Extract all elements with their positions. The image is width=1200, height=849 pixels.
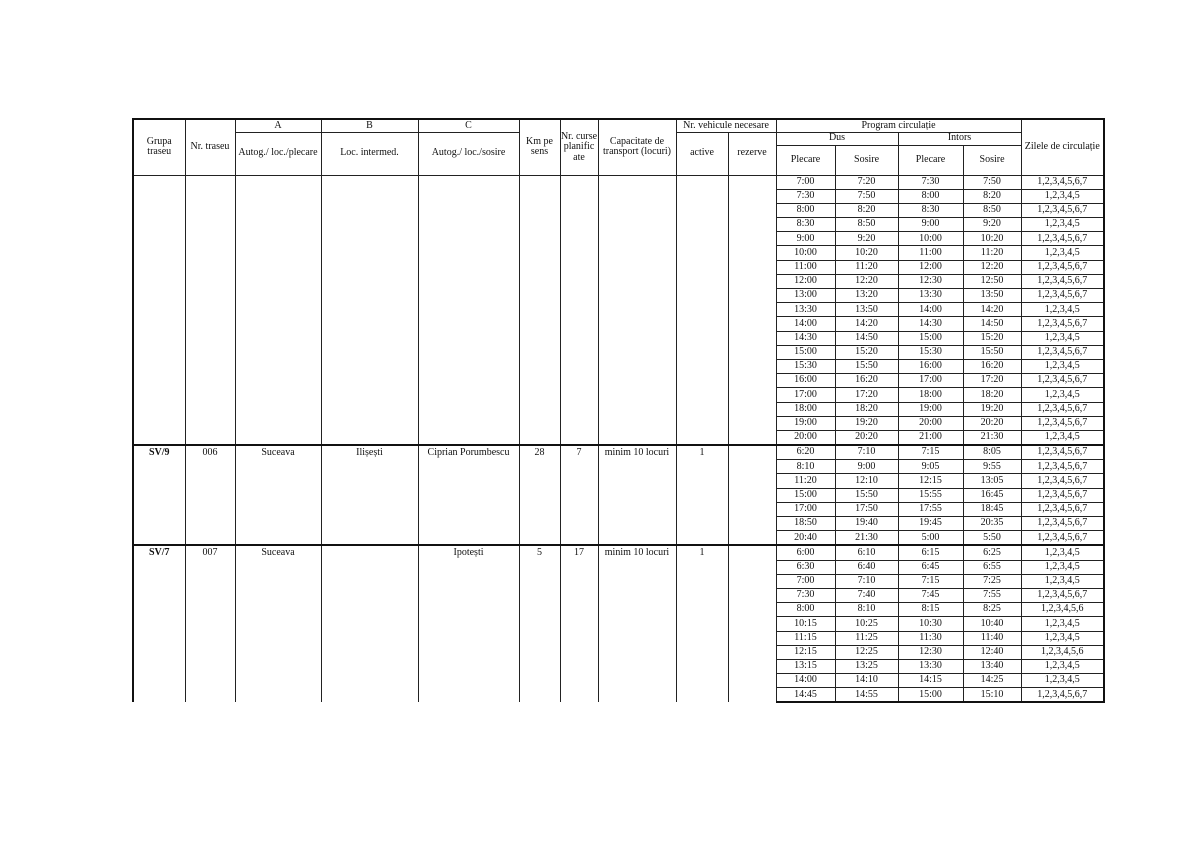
intors-plecare-cell: 17:55 <box>898 502 963 516</box>
dus-plecare-cell: 18:00 <box>776 402 835 416</box>
dus-sosire-cell: 14:50 <box>835 331 898 345</box>
dus-sosire-cell: 13:20 <box>835 289 898 303</box>
zilele-cell: 1,2,3,4,5 <box>1021 659 1104 673</box>
dus-sosire-cell: 12:25 <box>835 645 898 659</box>
intors-sosire-cell: 10:20 <box>963 232 1021 246</box>
zilele-cell: 1,2,3,4,5,6,7 <box>1021 416 1104 430</box>
header-dus: Dus <box>776 132 898 145</box>
zilele-cell: 1,2,3,4,5,6,7 <box>1021 274 1104 288</box>
dus-plecare-cell: 15:00 <box>776 488 835 502</box>
dus-plecare-cell: 17:00 <box>776 388 835 402</box>
dus-plecare-cell: 7:30 <box>776 189 835 203</box>
zilele-cell: 1,2,3,4,5 <box>1021 430 1104 445</box>
dus-plecare-cell: 17:00 <box>776 502 835 516</box>
intors-plecare-cell: 13:30 <box>898 289 963 303</box>
intermediate-station-cell <box>321 175 418 445</box>
intors-sosire-cell: 16:45 <box>963 488 1021 502</box>
table-header <box>133 119 1104 175</box>
zilele-cell: 1,2,3,4,5,6,7 <box>1021 203 1104 217</box>
zilele-cell: 1,2,3,4,5 <box>1021 674 1104 688</box>
header-autog-plecare: Autog./ loc./plecare <box>235 132 321 175</box>
zilele-cell: 1,2,3,4,5,6,7 <box>1021 232 1104 246</box>
intermediate-station-cell: Ilișești <box>321 445 418 545</box>
km-cell: 5 <box>519 545 560 702</box>
dus-sosire-cell: 20:20 <box>835 430 898 445</box>
trips-count-cell: 7 <box>560 445 598 545</box>
table-row <box>133 445 1104 460</box>
zilele-cell: 1,2,3,4,5,6,7 <box>1021 260 1104 274</box>
intors-sosire-cell: 6:55 <box>963 560 1021 574</box>
dus-sosire-cell: 14:10 <box>835 674 898 688</box>
reserve-vehicles-cell <box>728 545 776 702</box>
intors-sosire-cell: 12:20 <box>963 260 1021 274</box>
header-dus-sosire: Sosire <box>835 145 898 175</box>
intors-plecare-cell: 18:00 <box>898 388 963 402</box>
capacity-cell <box>598 175 676 445</box>
intors-plecare-cell: 14:00 <box>898 303 963 317</box>
zilele-cell: 1,2,3,4,5,6,7 <box>1021 317 1104 331</box>
intors-sosire-cell: 14:20 <box>963 303 1021 317</box>
active-vehicles-cell: 1 <box>676 545 728 702</box>
intors-sosire-cell: 7:55 <box>963 588 1021 602</box>
dus-sosire-cell: 8:50 <box>835 218 898 232</box>
departure-station-cell: Suceava <box>235 445 321 545</box>
intors-plecare-cell: 12:30 <box>898 274 963 288</box>
intors-sosire-cell: 17:20 <box>963 374 1021 388</box>
dus-sosire-cell: 12:20 <box>835 274 898 288</box>
dus-plecare-cell: 10:00 <box>776 246 835 260</box>
dus-plecare-cell: 13:30 <box>776 303 835 317</box>
header-col-b: B <box>321 119 418 132</box>
dus-sosire-cell: 14:20 <box>835 317 898 331</box>
intors-sosire-cell: 15:20 <box>963 331 1021 345</box>
intors-sosire-cell: 20:35 <box>963 517 1021 531</box>
dus-sosire-cell: 6:10 <box>835 545 898 560</box>
zilele-cell: 1,2,3,4,5 <box>1021 545 1104 560</box>
dus-plecare-cell: 10:15 <box>776 617 835 631</box>
intors-sosire-cell: 9:55 <box>963 460 1021 474</box>
zilele-cell: 1,2,3,4,5,6,7 <box>1021 488 1104 502</box>
header-km-pe-sens: Km pe sens <box>519 119 560 175</box>
dus-plecare-cell: 11:20 <box>776 474 835 488</box>
trips-count-cell <box>560 175 598 445</box>
intors-plecare-cell: 15:00 <box>898 688 963 703</box>
route-group-cell <box>133 175 185 445</box>
header-intors-plecare: Plecare <box>898 145 963 175</box>
intors-plecare-cell: 12:15 <box>898 474 963 488</box>
zilele-cell: 1,2,3,4,5,6,7 <box>1021 531 1104 546</box>
dus-plecare-cell: 11:00 <box>776 260 835 274</box>
dus-sosire-cell: 7:10 <box>835 445 898 460</box>
dus-sosire-cell: 11:25 <box>835 631 898 645</box>
zilele-cell: 1,2,3,4,5 <box>1021 617 1104 631</box>
intors-sosire-cell: 10:40 <box>963 617 1021 631</box>
dus-plecare-cell: 8:30 <box>776 218 835 232</box>
zilele-cell: 1,2,3,4,5 <box>1021 359 1104 373</box>
schedule-sheet <box>132 118 1103 703</box>
dus-plecare-cell: 13:00 <box>776 289 835 303</box>
intors-sosire-cell: 7:25 <box>963 574 1021 588</box>
zilele-cell: 1,2,3,4,5 <box>1021 246 1104 260</box>
intors-sosire-cell: 7:50 <box>963 175 1021 189</box>
zilele-cell: 1,2,3,4,5 <box>1021 189 1104 203</box>
intors-sosire-cell: 8:50 <box>963 203 1021 217</box>
header-rezerve: rezerve <box>728 132 776 175</box>
active-vehicles-cell <box>676 175 728 445</box>
zilele-cell: 1,2,3,4,5,6,7 <box>1021 460 1104 474</box>
dus-plecare-cell: 18:50 <box>776 517 835 531</box>
dus-plecare-cell: 6:20 <box>776 445 835 460</box>
intors-plecare-cell: 16:00 <box>898 359 963 373</box>
header-capacitate: Capacitate de transport (locuri) <box>598 119 676 175</box>
header-dus-plecare: Plecare <box>776 145 835 175</box>
route-group-cell: SV/9 <box>133 445 185 545</box>
dus-plecare-cell: 15:00 <box>776 345 835 359</box>
intors-sosire-cell: 12:40 <box>963 645 1021 659</box>
intors-plecare-cell: 10:30 <box>898 617 963 631</box>
zilele-cell: 1,2,3,4,5 <box>1021 574 1104 588</box>
zilele-cell: 1,2,3,4,5,6 <box>1021 603 1104 617</box>
dus-sosire-cell: 7:20 <box>835 175 898 189</box>
dus-plecare-cell: 8:00 <box>776 203 835 217</box>
schedule-table <box>132 118 1105 703</box>
intors-sosire-cell: 9:20 <box>963 218 1021 232</box>
header-col-a: A <box>235 119 321 132</box>
intors-sosire-cell: 14:50 <box>963 317 1021 331</box>
km-cell: 28 <box>519 445 560 545</box>
dus-plecare-cell: 8:10 <box>776 460 835 474</box>
header-grupa-traseu: Grupa traseu <box>133 119 185 175</box>
header-autog-sosire: Autog./ loc./sosire <box>418 132 519 175</box>
dus-sosire-cell: 16:20 <box>835 374 898 388</box>
dus-plecare-cell: 9:00 <box>776 232 835 246</box>
zilele-cell: 1,2,3,4,5,6,7 <box>1021 175 1104 189</box>
zilele-cell: 1,2,3,4,5,6,7 <box>1021 688 1104 703</box>
zilele-cell: 1,2,3,4,5 <box>1021 631 1104 645</box>
dus-plecare-cell: 14:45 <box>776 688 835 703</box>
intors-plecare-cell: 7:15 <box>898 574 963 588</box>
zilele-cell: 1,2,3,4,5,6,7 <box>1021 588 1104 602</box>
intors-sosire-cell: 19:20 <box>963 402 1021 416</box>
dus-sosire-cell: 15:50 <box>835 488 898 502</box>
intors-plecare-cell: 14:30 <box>898 317 963 331</box>
dus-plecare-cell: 6:00 <box>776 545 835 560</box>
intors-sosire-cell: 21:30 <box>963 430 1021 445</box>
header-active: active <box>676 132 728 175</box>
intors-plecare-cell: 19:00 <box>898 402 963 416</box>
table-row <box>133 545 1104 560</box>
active-vehicles-cell: 1 <box>676 445 728 545</box>
intors-plecare-cell: 11:30 <box>898 631 963 645</box>
arrival-station-cell: Ipotești <box>418 545 519 702</box>
intors-plecare-cell: 7:15 <box>898 445 963 460</box>
intors-sosire-cell: 20:20 <box>963 416 1021 430</box>
intermediate-station-cell <box>321 545 418 702</box>
header-intors: Întors <box>898 132 1021 145</box>
intors-plecare-cell: 9:05 <box>898 460 963 474</box>
intors-sosire-cell: 14:25 <box>963 674 1021 688</box>
dus-sosire-cell: 15:20 <box>835 345 898 359</box>
intors-sosire-cell: 18:45 <box>963 502 1021 516</box>
dus-plecare-cell: 7:30 <box>776 588 835 602</box>
header-intors-sosire: Sosire <box>963 145 1021 175</box>
intors-plecare-cell: 17:00 <box>898 374 963 388</box>
zilele-cell: 1,2,3,4,5 <box>1021 331 1104 345</box>
intors-plecare-cell: 21:00 <box>898 430 963 445</box>
intors-plecare-cell: 11:00 <box>898 246 963 260</box>
intors-plecare-cell: 6:15 <box>898 545 963 560</box>
route-group-cell: SV/7 <box>133 545 185 702</box>
capacity-cell: minim 10 locuri <box>598 545 676 702</box>
intors-sosire-cell: 8:25 <box>963 603 1021 617</box>
dus-plecare-cell: 14:00 <box>776 674 835 688</box>
intors-plecare-cell: 13:30 <box>898 659 963 673</box>
intors-sosire-cell: 15:10 <box>963 688 1021 703</box>
dus-sosire-cell: 8:20 <box>835 203 898 217</box>
intors-sosire-cell: 13:40 <box>963 659 1021 673</box>
dus-sosire-cell: 7:40 <box>835 588 898 602</box>
zilele-cell: 1,2,3,4,5 <box>1021 218 1104 232</box>
dus-sosire-cell: 17:50 <box>835 502 898 516</box>
dus-plecare-cell: 7:00 <box>776 574 835 588</box>
arrival-station-cell <box>418 175 519 445</box>
intors-sosire-cell: 5:50 <box>963 531 1021 546</box>
intors-plecare-cell: 10:00 <box>898 232 963 246</box>
intors-sosire-cell: 15:50 <box>963 345 1021 359</box>
dus-sosire-cell: 15:50 <box>835 359 898 373</box>
zilele-cell: 1,2,3,4,5,6,7 <box>1021 289 1104 303</box>
dus-sosire-cell: 19:40 <box>835 517 898 531</box>
departure-station-cell: Suceava <box>235 545 321 702</box>
dus-sosire-cell: 21:30 <box>835 531 898 546</box>
route-number-cell <box>185 175 235 445</box>
intors-plecare-cell: 15:55 <box>898 488 963 502</box>
intors-sosire-cell: 13:05 <box>963 474 1021 488</box>
dus-plecare-cell: 16:00 <box>776 374 835 388</box>
zilele-cell: 1,2,3,4,5,6,7 <box>1021 374 1104 388</box>
dus-plecare-cell: 14:00 <box>776 317 835 331</box>
dus-sosire-cell: 14:55 <box>835 688 898 703</box>
header-zilele: Zilele de circulație <box>1021 119 1104 175</box>
reserve-vehicles-cell <box>728 445 776 545</box>
dus-sosire-cell: 12:10 <box>835 474 898 488</box>
zilele-cell: 1,2,3,4,5,6,7 <box>1021 517 1104 531</box>
zilele-cell: 1,2,3,4,5,6,7 <box>1021 474 1104 488</box>
intors-sosire-cell: 6:25 <box>963 545 1021 560</box>
intors-sosire-cell: 16:20 <box>963 359 1021 373</box>
intors-plecare-cell: 5:00 <box>898 531 963 546</box>
intors-plecare-cell: 20:00 <box>898 416 963 430</box>
dus-plecare-cell: 6:30 <box>776 560 835 574</box>
dus-sosire-cell: 17:20 <box>835 388 898 402</box>
dus-plecare-cell: 13:15 <box>776 659 835 673</box>
dus-sosire-cell: 8:10 <box>835 603 898 617</box>
intors-sosire-cell: 12:50 <box>963 274 1021 288</box>
dus-sosire-cell: 11:20 <box>835 260 898 274</box>
dus-plecare-cell: 11:15 <box>776 631 835 645</box>
zilele-cell: 1,2,3,4,5 <box>1021 388 1104 402</box>
intors-plecare-cell: 19:45 <box>898 517 963 531</box>
header-program: Program circulație <box>776 119 1021 132</box>
intors-plecare-cell: 8:00 <box>898 189 963 203</box>
dus-sosire-cell: 19:20 <box>835 416 898 430</box>
dus-sosire-cell: 10:25 <box>835 617 898 631</box>
zilele-cell: 1,2,3,4,5,6 <box>1021 645 1104 659</box>
dus-sosire-cell: 9:20 <box>835 232 898 246</box>
intors-plecare-cell: 7:45 <box>898 588 963 602</box>
dus-plecare-cell: 20:00 <box>776 430 835 445</box>
dus-plecare-cell: 15:30 <box>776 359 835 373</box>
intors-plecare-cell: 8:30 <box>898 203 963 217</box>
dus-plecare-cell: 12:15 <box>776 645 835 659</box>
dus-sosire-cell: 7:10 <box>835 574 898 588</box>
intors-plecare-cell: 9:00 <box>898 218 963 232</box>
dus-sosire-cell: 7:50 <box>835 189 898 203</box>
dus-plecare-cell: 8:00 <box>776 603 835 617</box>
km-cell <box>519 175 560 445</box>
dus-sosire-cell: 9:00 <box>835 460 898 474</box>
dus-sosire-cell: 10:20 <box>835 246 898 260</box>
zilele-cell: 1,2,3,4,5,6,7 <box>1021 502 1104 516</box>
intors-plecare-cell: 12:30 <box>898 645 963 659</box>
header-loc-intermed: Loc. intermed. <box>321 132 418 175</box>
arrival-station-cell: Ciprian Porumbescu <box>418 445 519 545</box>
dus-sosire-cell: 6:40 <box>835 560 898 574</box>
intors-plecare-cell: 15:00 <box>898 331 963 345</box>
intors-plecare-cell: 7:30 <box>898 175 963 189</box>
header-nr-vehicule: Nr. vehicule necesare <box>676 119 776 132</box>
zilele-cell: 1,2,3,4,5,6,7 <box>1021 402 1104 416</box>
intors-sosire-cell: 8:20 <box>963 189 1021 203</box>
zilele-cell: 1,2,3,4,5 <box>1021 303 1104 317</box>
dus-sosire-cell: 18:20 <box>835 402 898 416</box>
dus-sosire-cell: 13:50 <box>835 303 898 317</box>
capacity-cell: minim 10 locuri <box>598 445 676 545</box>
intors-plecare-cell: 12:00 <box>898 260 963 274</box>
reserve-vehicles-cell <box>728 175 776 445</box>
zilele-cell: 1,2,3,4,5 <box>1021 560 1104 574</box>
departure-station-cell <box>235 175 321 445</box>
intors-plecare-cell: 8:15 <box>898 603 963 617</box>
intors-sosire-cell: 11:40 <box>963 631 1021 645</box>
table-body <box>133 175 1104 702</box>
intors-plecare-cell: 6:45 <box>898 560 963 574</box>
route-number-cell: 007 <box>185 545 235 702</box>
header-nr-traseu: Nr. traseu <box>185 119 235 175</box>
intors-plecare-cell: 14:15 <box>898 674 963 688</box>
intors-plecare-cell: 15:30 <box>898 345 963 359</box>
intors-sosire-cell: 18:20 <box>963 388 1021 402</box>
trips-count-cell: 17 <box>560 545 598 702</box>
intors-sosire-cell: 11:20 <box>963 246 1021 260</box>
route-number-cell: 006 <box>185 445 235 545</box>
dus-plecare-cell: 19:00 <box>776 416 835 430</box>
intors-sosire-cell: 8:05 <box>963 445 1021 460</box>
zilele-cell: 1,2,3,4,5,6,7 <box>1021 345 1104 359</box>
dus-plecare-cell: 20:40 <box>776 531 835 546</box>
header-col-c: C <box>418 119 519 132</box>
dus-plecare-cell: 7:00 <box>776 175 835 189</box>
table-row <box>133 175 1104 189</box>
header-nr-curse: Nr. curse planific ate <box>560 119 598 175</box>
dus-plecare-cell: 14:30 <box>776 331 835 345</box>
dus-sosire-cell: 13:25 <box>835 659 898 673</box>
intors-sosire-cell: 13:50 <box>963 289 1021 303</box>
dus-plecare-cell: 12:00 <box>776 274 835 288</box>
zilele-cell: 1,2,3,4,5,6,7 <box>1021 445 1104 460</box>
